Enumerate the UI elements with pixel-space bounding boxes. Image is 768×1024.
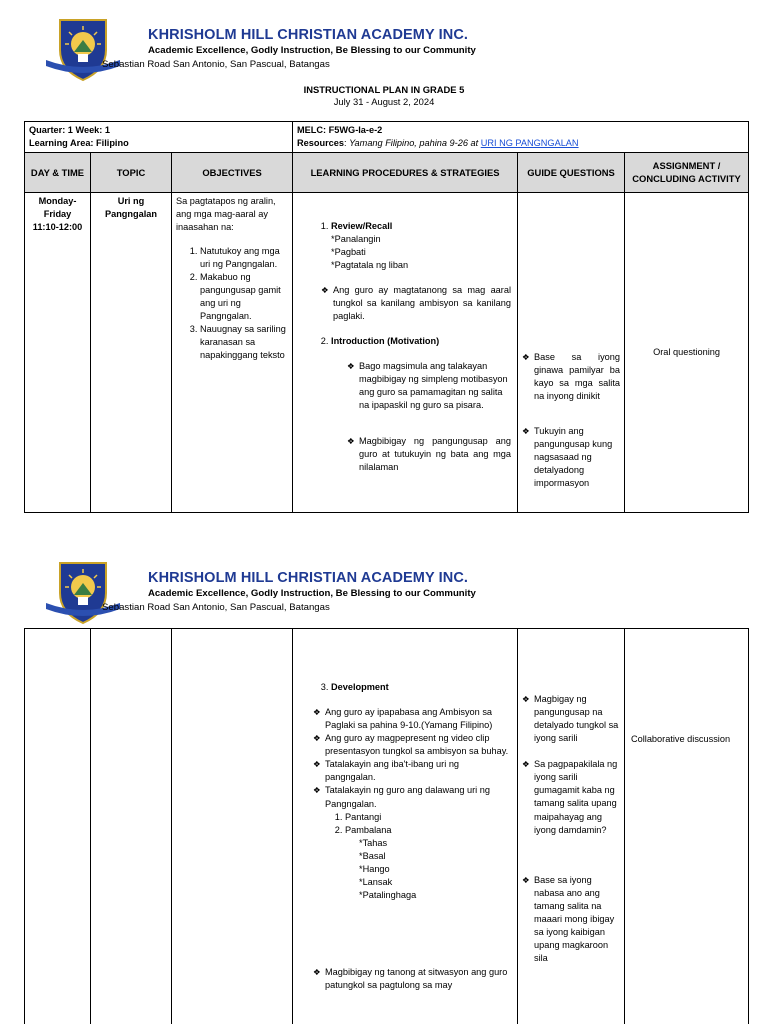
guide-text: Tukuyin ang pangungusap kung nagsasaad ng detalyadong impormasyon: [534, 426, 613, 489]
guide-question: [522, 693, 620, 745]
guide-text: Sa pagpapakilala ng iyong sarili gumagamit kaba ng tamang salita upang maipahayag ang iyong damdamin?: [534, 759, 618, 835]
bullet-text: Tatalakayin ng guro ang dalawang uri ng Pangngalan.: [325, 785, 490, 809]
day-time-cell: [25, 192, 91, 512]
procedures-cell: [293, 629, 518, 1024]
assignment-text: Collaborative discussion: [631, 734, 731, 744]
review-item: *Pagbati: [331, 246, 366, 257]
guide-question: [522, 425, 620, 490]
noun-subtypes: [345, 837, 511, 902]
school-name: KHRISHOLM HILL CHRISTIAN ACADEMY INC.: [148, 570, 469, 586]
diamond-bullet-icon: ❖: [313, 707, 321, 718]
noun-subtype: *Patalinghaga: [359, 889, 417, 900]
plan-dates: July 31 - August 2, 2024: [333, 96, 435, 107]
noun-type-label: Pambalana: [345, 824, 392, 835]
procedure-sections-2: [313, 335, 511, 348]
procedure-bullet: [313, 360, 511, 412]
noun-subtype: *Hango: [359, 863, 390, 874]
procedures-cell: [293, 192, 518, 512]
diamond-bullet-icon: ❖: [522, 759, 530, 770]
diamond-bullet-icon: ❖: [321, 285, 329, 295]
melc-resources-cell: [293, 122, 749, 153]
school-logo: [44, 557, 122, 627]
section-review: [331, 220, 511, 272]
noun-type: [345, 824, 511, 902]
col-topic: TOPIC: [91, 152, 172, 192]
objective-item: 2. Makabuo ng pangungusap gamit ang uri ng Pangngalan.: [200, 271, 288, 323]
diamond-bullet-icon: ❖: [522, 426, 530, 436]
col-day-time: DAY & TIME: [25, 152, 91, 192]
resources-line: Resources: Yamang Filipino, pahina 9-26 at URI NG PANGNGALAN: [297, 137, 579, 148]
column-header-row: [25, 152, 749, 192]
bullet-text: Tatalakayin ang iba't-ibang uri ng pangngalan.: [325, 759, 460, 783]
section-development: [331, 681, 511, 694]
plan-row-1: [25, 192, 749, 512]
noun-subtype: *Basal: [359, 850, 386, 861]
instructional-plan-table: [24, 121, 749, 513]
diamond-bullet-icon: ❖: [313, 967, 321, 977]
bullet-text: Bago magsimula ang talakayan magbibigay ng simpleng motibasyon ang guro sa pamamagitan ng salita na ipapaskil ng guro sa pisara.: [359, 361, 508, 411]
resources-link[interactable]: URI NG PANGNGALAN: [480, 137, 579, 148]
procedure-bullet: [313, 284, 511, 323]
guide-text: Base sa iyong ginawa pamilyar ba kayo sa mga salita na inyong dinikit: [534, 351, 621, 401]
school-address: Sebastian Road San Antonio, San Pascual, Batangas: [102, 602, 330, 613]
plan-row-2: [25, 629, 749, 1024]
bullet-text: Magbibigay ng pangungusap ang guro at tutukuyin ng bata ang mga nilalaman: [359, 435, 512, 472]
school-motto: Academic Excellence, Godly Instruction, Be Blessing to our Community: [148, 588, 476, 599]
guide-question: [522, 874, 620, 965]
instructional-plan-table-continued: [24, 628, 749, 1024]
objectives-cell: [172, 629, 293, 1024]
school-name: KHRISHOLM HILL CHRISTIAN ACADEMY INC.: [148, 27, 469, 43]
meta-row: [25, 122, 749, 153]
bullet-text: Magbibigay ng tanong at sitwasyon ang guro patungkol sa pagtulong sa may: [325, 967, 508, 991]
diamond-bullet-icon: ❖: [522, 874, 530, 885]
review-item: *Pagtatala ng liban: [331, 259, 409, 270]
diamond-bullet-icon: ❖: [347, 435, 355, 446]
diamond-bullet-icon: ❖: [522, 351, 530, 362]
resources-text: Yamang Filipino, pahina 9-26 at: [349, 137, 479, 148]
review-item: *Panalangin: [331, 233, 381, 244]
quarter-info-cell: [25, 122, 293, 153]
melc-code: MELC: F5WG-Ia-e-2: [297, 125, 383, 135]
section-title: Introduction (Motivation): [331, 336, 440, 347]
guide-question: [522, 351, 620, 403]
guide-text: Magbigay ng pangungusap na detalyado tungkol sa iyong sarili: [534, 694, 619, 744]
diamond-bullet-icon: ❖: [313, 759, 321, 770]
col-objectives: OBJECTIVES: [172, 152, 293, 192]
col-procedures: LEARNING PROCEDURES & STRATEGIES: [293, 152, 518, 192]
procedure-bullet: [313, 706, 511, 732]
procedure-bullet: [313, 758, 511, 784]
topic-cell: [91, 629, 172, 1024]
objective-item: 3. Nauugnay sa sariling karanasan sa napakinggang teksto: [200, 323, 288, 362]
assignment-cell: Oral questioning: [625, 192, 749, 512]
development-bullets: [313, 706, 511, 992]
bullet-text: Ang guro ay magpepresent ng video clip presentasyon tungkol sa ambisyon sa buhay.: [325, 733, 509, 757]
objectives-cell: [172, 192, 293, 512]
school-motto: Academic Excellence, Godly Instruction, Be Blessing to our Community: [148, 45, 476, 56]
procedure-sections: [313, 220, 511, 272]
noun-subtype: *Lansak: [359, 876, 393, 887]
noun-types-list: [313, 811, 511, 902]
procedure-bullet: [313, 784, 511, 810]
procedure-bullet: [313, 966, 511, 992]
procedure-sections-3: [313, 681, 511, 694]
guide-text: Base sa iyong nabasa ano ang tamang salita na maaari mong ibigay sa iyong kaibigan upang magkaroon sila: [534, 874, 615, 963]
school-address: Sebastian Road San Antonio, San Pascual, Batangas: [102, 59, 330, 70]
guide-question: [522, 758, 620, 836]
noun-subtype: *Tahas: [359, 837, 388, 848]
topic-cell: Uri ng Pangngalan: [91, 192, 172, 512]
diamond-bullet-icon: ❖: [313, 733, 321, 744]
plan-title: INSTRUCTIONAL PLAN IN GRADE 5: [303, 84, 465, 95]
quarter-week: Quarter: 1 Week: 1: [29, 125, 111, 135]
page-2: [0, 540, 768, 1024]
time-text: 11:10-12:00: [32, 221, 83, 232]
objective-item: 1. Natutukoy ang mga uri ng Pangngalan.: [200, 245, 288, 271]
diamond-bullet-icon: ❖: [522, 694, 530, 704]
procedure-bullet: [313, 732, 511, 758]
resources-label: Resources: [297, 137, 344, 148]
guide-questions-cell: [518, 192, 625, 512]
procedure-bullet: [313, 435, 511, 474]
section-title: Development: [331, 682, 389, 692]
guide-questions-cell: [518, 629, 625, 1024]
learning-area: Learning Area: Filipino: [29, 137, 129, 148]
col-assignment: ASSIGNMENT / CONCLUDING ACTIVITY: [625, 152, 749, 192]
noun-type: 1. Pantangi: [345, 811, 511, 824]
day-text: Monday-Friday: [38, 195, 77, 219]
diamond-bullet-icon: ❖: [347, 361, 355, 372]
day-time-cell: [25, 629, 91, 1024]
objectives-list: [176, 245, 288, 363]
assignment-cell: [625, 629, 749, 1024]
bullet-text: Ang guro ay ipapabasa ang Ambisyon sa Paglaki sa pahina 9-10.(Yamang Filipino): [325, 707, 493, 731]
diamond-bullet-icon: ❖: [313, 785, 321, 796]
objectives-intro: Sa pagtatapos ng aralin, ang mga mag-aaral ay inaasahan na:: [176, 195, 276, 232]
section-introduction: [331, 335, 511, 348]
section-title: Review/Recall: [331, 220, 393, 231]
school-logo: [44, 14, 122, 84]
col-guide-questions: GUIDE QUESTIONS: [518, 152, 625, 192]
bullet-text: Ang guro ay magtatanong sa mag aaral tungkol sa kanilang ambisyon sa kanilang paglaki.: [333, 285, 512, 322]
